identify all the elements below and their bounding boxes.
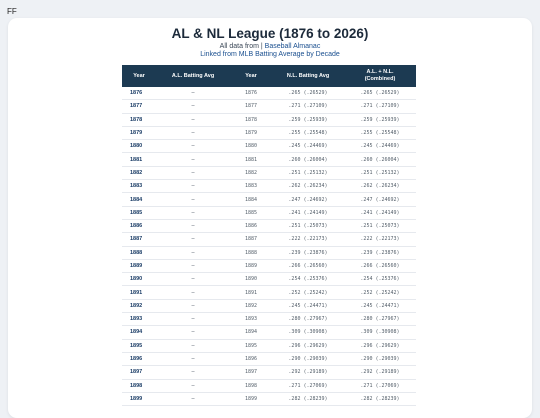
table-row bbox=[122, 87, 416, 100]
al-avg-cell: – bbox=[156, 259, 230, 272]
al-avg-cell: – bbox=[156, 87, 230, 100]
decade-link[interactable]: Linked from MLB Batting Average by Decade bbox=[200, 50, 340, 58]
year-2-cell: 1895 bbox=[230, 339, 272, 352]
year-2-cell: 1888 bbox=[230, 246, 272, 259]
table-row bbox=[122, 379, 416, 392]
table-row bbox=[122, 352, 416, 365]
combined-avg-cell: .282 (.28239) bbox=[344, 392, 416, 405]
combined-avg-cell: .266 (.26560) bbox=[344, 259, 416, 272]
corner-label: FF bbox=[7, 7, 17, 16]
year-cell: 1897 bbox=[122, 366, 156, 379]
year-2-cell: 1880 bbox=[230, 140, 272, 153]
nl-avg-cell: .259 (.25939) bbox=[272, 113, 344, 126]
year-2-cell: 1879 bbox=[230, 126, 272, 139]
year-cell: 1884 bbox=[122, 193, 156, 206]
table-row bbox=[122, 246, 416, 259]
year-2-cell: 1889 bbox=[230, 259, 272, 272]
year-2-cell: 1877 bbox=[230, 100, 272, 113]
year-cell: 1888 bbox=[122, 246, 156, 259]
combined-avg-cell: .254 (.25376) bbox=[344, 273, 416, 286]
column-header-nl-avg: N.L. Batting Avg bbox=[272, 65, 344, 87]
year-cell: 1894 bbox=[122, 326, 156, 339]
year-2-cell: 1899 bbox=[230, 392, 272, 405]
year-2-cell: 1894 bbox=[230, 326, 272, 339]
table-row bbox=[122, 326, 416, 339]
nl-avg-cell: .271 (.27069) bbox=[272, 379, 344, 392]
year-2-cell: 1890 bbox=[230, 273, 272, 286]
column-header-al-avg: A.L. Batting Avg bbox=[156, 65, 230, 87]
year-2-cell: 1881 bbox=[230, 153, 272, 166]
al-avg-cell: – bbox=[156, 313, 230, 326]
year-cell: 1889 bbox=[122, 259, 156, 272]
combined-avg-cell: .245 (.24469) bbox=[344, 140, 416, 153]
combined-avg-cell: .271 (.27069) bbox=[344, 379, 416, 392]
year-cell: 1890 bbox=[122, 273, 156, 286]
combined-avg-cell: .241 (.24149) bbox=[344, 206, 416, 219]
table-row bbox=[122, 153, 416, 166]
combined-avg-cell: .265 (.26529) bbox=[344, 87, 416, 100]
al-avg-cell: – bbox=[156, 193, 230, 206]
al-avg-cell: – bbox=[156, 233, 230, 246]
year-cell: 1882 bbox=[122, 166, 156, 179]
al-avg-cell: – bbox=[156, 246, 230, 259]
year-2-cell: 1876 bbox=[230, 87, 272, 100]
nl-avg-cell: .280 (.27967) bbox=[272, 313, 344, 326]
year-cell: 1895 bbox=[122, 339, 156, 352]
content-card bbox=[8, 18, 532, 418]
al-avg-cell: – bbox=[156, 140, 230, 153]
year-cell: 1892 bbox=[122, 299, 156, 312]
al-avg-cell: – bbox=[156, 206, 230, 219]
table-row bbox=[122, 273, 416, 286]
combined-avg-cell: .296 (.29629) bbox=[344, 339, 416, 352]
al-avg-cell: – bbox=[156, 273, 230, 286]
nl-avg-cell: .245 (.24469) bbox=[272, 140, 344, 153]
year-2-cell: 1883 bbox=[230, 180, 272, 193]
year-cell: 1885 bbox=[122, 206, 156, 219]
nl-avg-cell: .296 (.29629) bbox=[272, 339, 344, 352]
year-cell: 1876 bbox=[122, 87, 156, 100]
nl-avg-cell: .262 (.26234) bbox=[272, 180, 344, 193]
nl-avg-cell: .309 (.30908) bbox=[272, 326, 344, 339]
al-avg-cell: – bbox=[156, 352, 230, 365]
year-cell: 1877 bbox=[122, 100, 156, 113]
table-header-row bbox=[122, 65, 416, 87]
year-2-cell: 1878 bbox=[230, 113, 272, 126]
table-row bbox=[122, 206, 416, 219]
year-2-cell: 1896 bbox=[230, 352, 272, 365]
nl-avg-cell: .255 (.25548) bbox=[272, 126, 344, 139]
al-avg-cell: – bbox=[156, 166, 230, 179]
table-row bbox=[122, 126, 416, 139]
nl-avg-cell: .251 (.25073) bbox=[272, 219, 344, 232]
nl-avg-cell: .271 (.27109) bbox=[272, 100, 344, 113]
al-avg-cell: – bbox=[156, 153, 230, 166]
combined-avg-cell: .251 (.25073) bbox=[344, 219, 416, 232]
table-row bbox=[122, 299, 416, 312]
combined-avg-cell: .239 (.23876) bbox=[344, 246, 416, 259]
table-row bbox=[122, 166, 416, 179]
year-cell: 1879 bbox=[122, 126, 156, 139]
al-avg-cell: – bbox=[156, 126, 230, 139]
year-2-cell: 1891 bbox=[230, 286, 272, 299]
table-row bbox=[122, 100, 416, 113]
year-2-cell: 1882 bbox=[230, 166, 272, 179]
combined-avg-cell: .260 (.26004) bbox=[344, 153, 416, 166]
al-avg-cell: – bbox=[156, 100, 230, 113]
table-row bbox=[122, 339, 416, 352]
table-row bbox=[122, 259, 416, 272]
combined-avg-cell: .247 (.24692) bbox=[344, 193, 416, 206]
combined-avg-cell: .259 (.25939) bbox=[344, 113, 416, 126]
al-avg-cell: – bbox=[156, 326, 230, 339]
combined-avg-cell: .271 (.27109) bbox=[344, 100, 416, 113]
source-link[interactable]: Baseball Almanac bbox=[264, 43, 321, 50]
subtitle-prefix: All data from | bbox=[219, 43, 265, 50]
nl-avg-cell: .260 (.26004) bbox=[272, 153, 344, 166]
nl-avg-cell: .252 (.25242) bbox=[272, 286, 344, 299]
al-avg-cell: – bbox=[156, 219, 230, 232]
subtitle bbox=[8, 43, 532, 50]
batting-average-table bbox=[122, 65, 416, 406]
al-avg-cell: – bbox=[156, 366, 230, 379]
column-header-year: Year bbox=[122, 65, 156, 87]
year-2-cell: 1887 bbox=[230, 233, 272, 246]
table-row bbox=[122, 140, 416, 153]
combined-avg-cell: .292 (.29189) bbox=[344, 366, 416, 379]
year-2-cell: 1898 bbox=[230, 379, 272, 392]
nl-avg-cell: .239 (.23876) bbox=[272, 246, 344, 259]
combined-avg-cell: .255 (.25548) bbox=[344, 126, 416, 139]
combined-avg-cell: .290 (.29039) bbox=[344, 352, 416, 365]
al-avg-cell: – bbox=[156, 299, 230, 312]
year-2-cell: 1893 bbox=[230, 313, 272, 326]
year-cell: 1880 bbox=[122, 140, 156, 153]
column-header-combined: A.L. + N.L. (Combined) bbox=[344, 65, 416, 87]
year-cell: 1899 bbox=[122, 392, 156, 405]
nl-avg-cell: .265 (.26529) bbox=[272, 87, 344, 100]
table-row bbox=[122, 113, 416, 126]
al-avg-cell: – bbox=[156, 180, 230, 193]
year-cell: 1886 bbox=[122, 219, 156, 232]
nl-avg-cell: .290 (.29039) bbox=[272, 352, 344, 365]
nl-avg-cell: .245 (.24471) bbox=[272, 299, 344, 312]
nl-avg-cell: .222 (.22173) bbox=[272, 233, 344, 246]
combined-avg-cell: .222 (.22173) bbox=[344, 233, 416, 246]
year-2-cell: 1885 bbox=[230, 206, 272, 219]
table-row bbox=[122, 392, 416, 405]
year-2-cell: 1884 bbox=[230, 193, 272, 206]
page-title: AL & NL League (1876 to 2026) bbox=[171, 26, 369, 41]
year-cell: 1878 bbox=[122, 113, 156, 126]
year-cell: 1891 bbox=[122, 286, 156, 299]
al-avg-cell: – bbox=[156, 113, 230, 126]
nl-avg-cell: .266 (.26560) bbox=[272, 259, 344, 272]
nl-avg-cell: .292 (.29189) bbox=[272, 366, 344, 379]
year-cell: 1883 bbox=[122, 180, 156, 193]
year-2-cell: 1897 bbox=[230, 366, 272, 379]
nl-avg-cell: .241 (.24149) bbox=[272, 206, 344, 219]
table-row bbox=[122, 286, 416, 299]
year-cell: 1881 bbox=[122, 153, 156, 166]
combined-avg-cell: .309 (.30908) bbox=[344, 326, 416, 339]
year-cell: 1898 bbox=[122, 379, 156, 392]
table-row bbox=[122, 219, 416, 232]
table-row bbox=[122, 193, 416, 206]
al-avg-cell: – bbox=[156, 379, 230, 392]
column-header-year-2: Year bbox=[230, 65, 272, 87]
combined-avg-cell: .251 (.25132) bbox=[344, 166, 416, 179]
nl-avg-cell: .282 (.28239) bbox=[272, 392, 344, 405]
table-row bbox=[122, 233, 416, 246]
combined-avg-cell: .262 (.26234) bbox=[344, 180, 416, 193]
table-body bbox=[122, 87, 416, 406]
table-row bbox=[122, 180, 416, 193]
combined-avg-cell: .252 (.25242) bbox=[344, 286, 416, 299]
al-avg-cell: – bbox=[156, 392, 230, 405]
year-cell: 1896 bbox=[122, 352, 156, 365]
nl-avg-cell: .247 (.24692) bbox=[272, 193, 344, 206]
year-2-cell: 1886 bbox=[230, 219, 272, 232]
combined-avg-cell: .245 (.24471) bbox=[344, 299, 416, 312]
al-avg-cell: – bbox=[156, 339, 230, 352]
table-row bbox=[122, 313, 416, 326]
year-cell: 1893 bbox=[122, 313, 156, 326]
table-row bbox=[122, 366, 416, 379]
nl-avg-cell: .251 (.25132) bbox=[272, 166, 344, 179]
year-2-cell: 1892 bbox=[230, 299, 272, 312]
nl-avg-cell: .254 (.25376) bbox=[272, 273, 344, 286]
combined-avg-cell: .280 (.27967) bbox=[344, 313, 416, 326]
year-cell: 1887 bbox=[122, 233, 156, 246]
al-avg-cell: – bbox=[156, 286, 230, 299]
